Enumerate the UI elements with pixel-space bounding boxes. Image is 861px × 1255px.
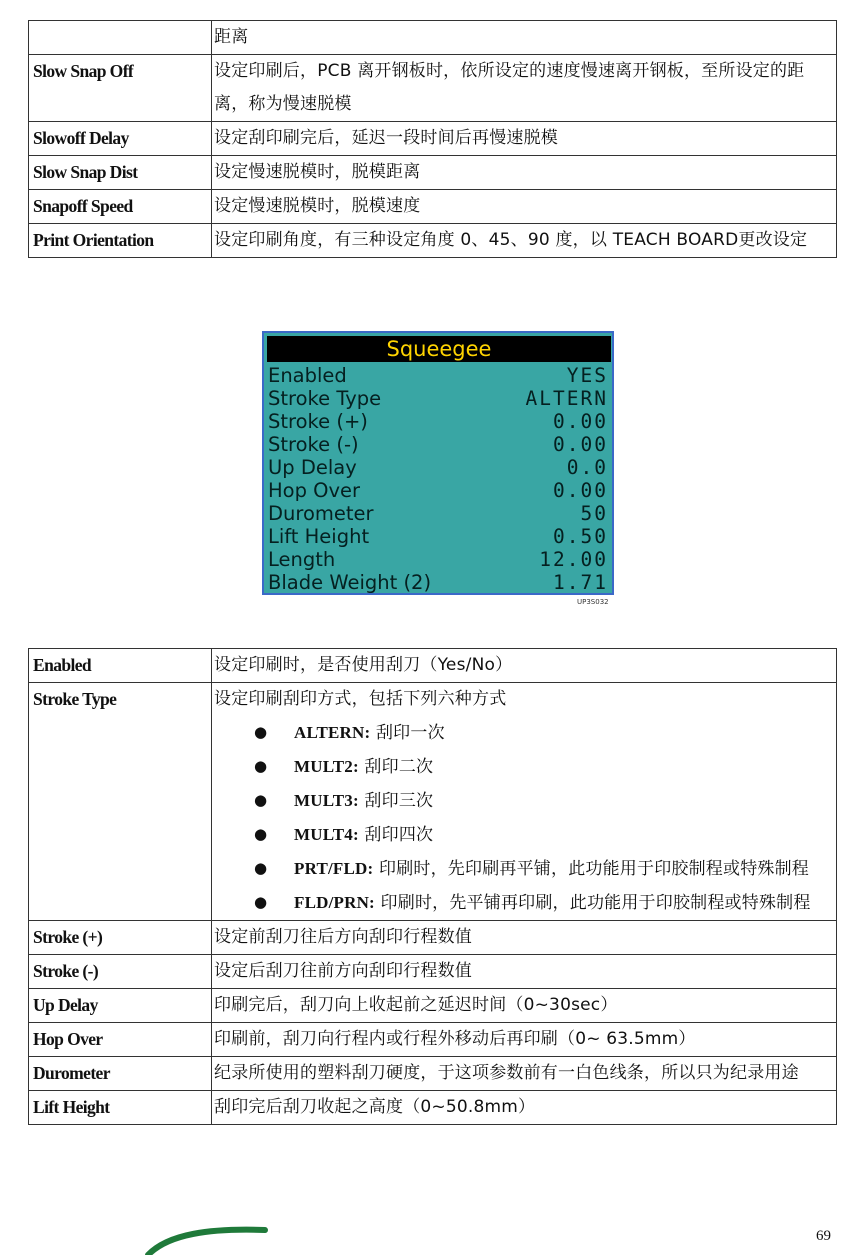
setting-label: Stroke (+) (268, 410, 368, 433)
description-cell: 纪录所使用的塑料刮刀硬度，于这项参数前有一白色线条，所以只为纪录用途 (212, 1057, 837, 1091)
description-cell: 设定后刮刀往前方向刮印行程数值 (212, 955, 837, 989)
description-cell: 设定印刷后，PCB 离开钢板时，依所设定的速度慢速离开钢板，至所设定的距离，称为慢速脱模 (212, 55, 837, 122)
option-key: FLD/PRN: (294, 893, 375, 912)
logo-swoosh-icon (140, 1226, 270, 1255)
term-cell: Hop Over (29, 1023, 212, 1057)
setting-value: 0.50 (553, 525, 608, 548)
description-cell: 印刷完后，刮刀向上收起前之延迟时间（0~30sec） (212, 989, 837, 1023)
setting-value: 0.00 (553, 433, 608, 456)
setting-label: Up Delay (268, 456, 357, 479)
table-row (29, 1023, 837, 1057)
setting-value: 0.0 (566, 456, 608, 479)
table-row (29, 122, 837, 156)
setting-row-up-delay (268, 456, 608, 479)
setting-value: ALTERN (525, 387, 608, 410)
setting-value: 50 (580, 502, 608, 525)
logo-swoosh-stroke (148, 1230, 265, 1255)
setting-row-hop-over (268, 479, 608, 502)
description-cell (212, 683, 837, 921)
term-cell: Enabled (29, 649, 212, 683)
table-row (29, 55, 837, 122)
stroke-type-options (214, 716, 834, 920)
option-key: MULT3: (294, 791, 359, 810)
squeegee-settings-panel (262, 331, 614, 595)
list-item (214, 750, 834, 784)
setting-row-stroke-plus (268, 410, 608, 433)
setting-row-enabled (268, 364, 608, 387)
option-key: PRT/FLD: (294, 859, 374, 878)
setting-label: Durometer (268, 502, 374, 525)
setting-value: 12.00 (539, 548, 608, 571)
description-cell: 印刷前，刮刀向行程内或行程外移动后再印刷（0~ 63.5mm） (212, 1023, 837, 1057)
term-cell: Slow Snap Dist (29, 156, 212, 190)
table-row (29, 1057, 837, 1091)
setting-label: Lift Height (268, 525, 370, 548)
option-text: 刮印二次 (364, 757, 434, 777)
option-key: ALTERN: (294, 723, 371, 742)
option-text: 刮印三次 (364, 791, 434, 811)
table-row (29, 649, 837, 683)
option-text: 印刷时，先印刷再平铺，此功能用于印胶制程或特殊制程 (379, 859, 809, 879)
table-row (29, 21, 837, 55)
option-text: 刮印四次 (364, 825, 434, 845)
setting-label: Stroke (-) (268, 433, 359, 456)
panel-rows (268, 364, 608, 594)
term-cell: Slowoff Delay (29, 122, 212, 156)
list-item (214, 716, 834, 750)
list-item (214, 784, 834, 818)
description-cell: 设定慢速脱模时，脱模速度 (212, 190, 837, 224)
page-number: 69 (816, 1228, 831, 1244)
setting-row-blade-weight (268, 571, 608, 594)
setting-label: Length (268, 548, 336, 571)
term-cell: Lift Height (29, 1091, 212, 1125)
table-row (29, 683, 837, 921)
panel-title: Squeegee (267, 336, 611, 362)
table-row (29, 190, 837, 224)
setting-row-stroke-minus (268, 433, 608, 456)
option-text: 印刷时，先平铺再印刷，此功能用于印胶制程或特殊制程 (380, 893, 811, 913)
list-item (214, 852, 834, 886)
table-row (29, 156, 837, 190)
option-key: MULT2: (294, 757, 359, 776)
setting-label: Hop Over (268, 479, 361, 502)
setting-value: 1.71 (553, 571, 608, 594)
description-cell: 设定印刷时，是否使用刮刀（Yes/No） (212, 649, 837, 683)
table-row (29, 989, 837, 1023)
table-row (29, 921, 837, 955)
description-cell: 刮印完后刮刀收起之高度（0~50.8mm） (212, 1091, 837, 1125)
option-text: 刮印一次 (375, 723, 445, 743)
setting-value: YES (566, 364, 608, 387)
term-cell: Slow Snap Off (29, 55, 212, 122)
setting-value: 0.00 (553, 479, 608, 502)
option-key: MULT4: (294, 825, 359, 844)
figure-id: UP3S032 (577, 598, 609, 606)
setting-row-stroke-type (268, 387, 608, 410)
term-cell: Stroke (+) (29, 921, 212, 955)
description-cell: 设定印刷角度，有三种设定角度 0、45、90 度，以 TEACH BOARD更改设定 (212, 224, 837, 258)
stroke-type-intro: 设定印刷刮印方式，包括下列六种方式 (214, 689, 507, 709)
parameter-table-top (28, 20, 837, 258)
setting-row-durometer (268, 502, 608, 525)
setting-label: Enabled (268, 364, 347, 387)
setting-label: Stroke Type (268, 387, 382, 410)
setting-label: Blade Weight (2) (268, 571, 432, 594)
parameter-table-bottom (28, 648, 837, 1125)
term-cell: Up Delay (29, 989, 212, 1023)
term-cell: Print Orientation (29, 224, 212, 258)
description-cell: 距离 (212, 21, 837, 55)
term-cell (29, 21, 212, 55)
term-cell: Stroke (-) (29, 955, 212, 989)
term-cell: Durometer (29, 1057, 212, 1091)
table-row (29, 1091, 837, 1125)
table-row (29, 955, 837, 989)
term-cell: Stroke Type (29, 683, 212, 921)
description-cell: 设定前刮刀往后方向刮印行程数值 (212, 921, 837, 955)
setting-row-lift-height (268, 525, 608, 548)
setting-row-length (268, 548, 608, 571)
description-cell: 设定慢速脱模时，脱模距离 (212, 156, 837, 190)
list-item (214, 818, 834, 852)
list-item (214, 886, 834, 920)
setting-value: 0.00 (553, 410, 608, 433)
term-cell: Snapoff Speed (29, 190, 212, 224)
description-cell: 设定刮印刷完后，延迟一段时间后再慢速脱模 (212, 122, 837, 156)
table-row (29, 224, 837, 258)
